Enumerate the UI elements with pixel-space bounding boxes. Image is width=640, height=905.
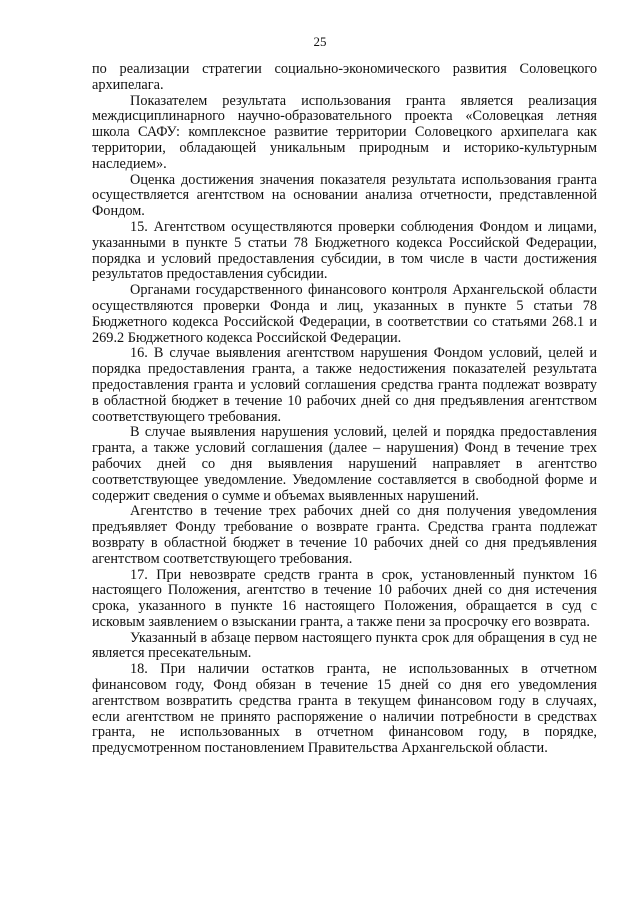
paragraph-6: 16. В случае выявления агентством нарушения Фондом условий, целей и порядка предоставления гранта, а также недостижения показателей результата предоставления гранта и условий соглашения средства гранта подлежат возврату в областной бюджет в течение 10 рабочих дней со дня предъявления агентством соответствующего требования. (92, 345, 597, 425)
paragraph-7: В случае выявления нарушения условий, целей и порядка предоставления гранта, а также условий соглашения (далее – нарушения) Фонд в течение трех рабочих дней со дня выявления нарушений направляет в агентство соответствующее уведомление. Уведомление составляется в свободной форме и содержит сведения о сумме и объемах выявленных нарушений. (92, 424, 597, 504)
paragraph-10: Указанный в абзаце первом настоящего пункта срок для обращения в суд не является пресекательным. (92, 629, 597, 662)
paragraph-9: 17. При невозврате средств гранта в срок, установленный пунктом 16 настоящего Положения, агентство в течение 10 рабочих дней со дня истечения срока, указанного в пункте 16 настоящего Положения, обращается в суд с исковым заявлением о взыскании гранта, а также пени за просрочку его возврата. (92, 566, 597, 630)
paragraph-8: Агентство в течение трех рабочих дней со дня получения уведомления предъявляет Фонду требование о возврате гранта. Средства гранта подлежат возврату в областной бюджет в течение 10 рабочих дней со дня предъявления агентством соответствующего требования. (92, 503, 597, 567)
paragraph-3: Оценка достижения значения показателя результата использования гранта осуществляется агентством на основании анализа отчетности, представленной Фондом. (92, 171, 597, 220)
paragraph-1: по реализации стратегии социально-экономического развития Соловецкого архипелага. (92, 61, 597, 93)
page-number: 25 (313, 34, 327, 49)
paragraph-2: Показателем результата использования гранта является реализация междисциплинарного научно-образовательного проекта «Соловецкая летняя школа САФУ: комплексное развитие территории Соловецкого архипелага как территории, обладающей уникальным природным и историко-культурным наследием». (92, 92, 597, 172)
paragraph-11: 18. При наличии остатков гранта, не использованных в отчетном финансовом году, Фонд обязан в течение 15 дней со дня его уведомления агентством возвратить средства гранта в текущем финансовом году в случаях, если агентством не принято распоряжение о наличии потребности в средствах гранта, не использованных в отчетном финансовом году, в порядке, предусмотренном постановлением Правительства Архангельской области. (92, 661, 597, 757)
document-body (92, 62, 597, 757)
paragraph-5: Органами государственного финансового контроля Архангельской области осуществляются проверки Фонда и лиц, указанных в пункте 5 статьи 78 Бюджетного кодекса Российской Федерации, в соответствии со статьями 268.1 и 269.2 Бюджетного кодекса Российской Федерации. (92, 282, 597, 346)
paragraph-4: 15. Агентством осуществляются проверки соблюдения Фондом и лицами, указанными в пункте 5 статьи 78 Бюджетного кодекса Российской Федерации, порядка и условий предоставления субсидии, в том числе в части достижения результатов предоставления субсидии. (92, 218, 597, 283)
